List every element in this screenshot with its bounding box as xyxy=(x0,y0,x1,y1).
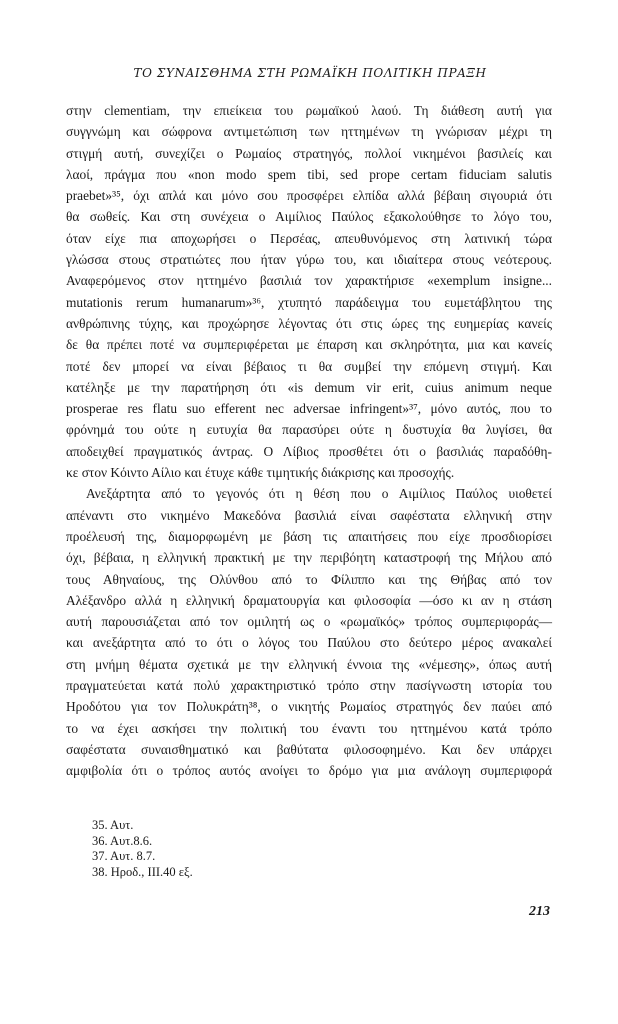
text-line: όταν είχε πια αποχωρήσει ο Περσέας, απευθυνόμενος στη λατινική τώρα xyxy=(66,230,552,246)
text-line: και ανεξάρτητα από το ότι ο λόγος του Παύλου στο δεύτερο μέρος ανακαλεί xyxy=(66,635,552,651)
text-line: Αναφερόμενος στον ηττημένο βασιλιά τον χαρακτήρισε «exemplum insigne... xyxy=(66,273,552,289)
text-line: προέλευσή της, διαμορφωμένη με βάση τις απαιτήσεις που είχε προσδιορίσει xyxy=(66,528,553,544)
text-line: ποτέ δεν μπορεί να είναι βέβαιος τι θα συμβεί την επόμενη στιγμή. Και xyxy=(66,358,552,374)
text-line: Ηροδότου για τον Πολυκράτη³⁸, ο νικητής Ρωμαίος στρατηγός δεν παύει από xyxy=(66,699,553,715)
text-line: το να έχει ασκήσει την πολιτική του έναντι του ηττημένου κατά τρόπο xyxy=(66,720,553,736)
text-line: στην clementiam, την επιείκεια του ρωμαϊκού λαού. Τη διάθεση αυτή για xyxy=(66,103,552,118)
text-line: όχι, βέβαια, η ελληνική πρακτική με την περιβόητη καταστροφή της Μήλου από xyxy=(66,550,552,566)
paragraph-1 xyxy=(66,100,552,483)
text-line: κε στον Κόιντο Αίλιο και έτυχε κάθε τιμητικής διάκρισης και προσοχής. xyxy=(66,465,455,481)
body-text xyxy=(66,100,552,782)
text-line: γλώσσα στους στρατιώτες που ήταν γύρω του, και ιδιαίτερα στους νεότερους. xyxy=(66,252,552,268)
text-line: Αλέξανδρο αλλά η ελληνική δραματουργία και φιλοσοφία —όσο κι αν η στάση xyxy=(66,592,553,608)
text-line: τους Αθηναίους, της Ολύνθου από το Φίλιππο και της Θήβας από τον xyxy=(66,571,553,587)
text-line: θα σωθείς. Και στη συνέχεια ο Αιμίλιος Παύλος εξακολούθησε το λόγο του, xyxy=(66,209,553,225)
text-line: στη μνήμη θέματα σχετικά με την ελληνική έννοια της «νέμεσης», όπως αυτή xyxy=(66,656,552,672)
text-line: αποδειχθεί πραγματικός άντρας. Ο Λίβιος προσθέτει ότι ο βασιλιάς παραδόθη- xyxy=(66,443,552,459)
text-line: απέναντι στο νικημένο Μακεδόνα βασιλιά είναι σαφέστατα ελληνική στην xyxy=(66,507,552,523)
text-line: κατέληξε με την παρατήρηση ότι «is demum vir erit, cuius animum neque xyxy=(66,379,552,395)
text-line: δε θα πρέπει ποτέ να συμπεριφέρεται με έπαρση και σκληρότητα, μια και κανείς xyxy=(66,337,552,353)
text-line: αμφιβολία ότι ο τρόπος αυτός ανοίγει το δρόμο για μια ανάλογη συμπεριφορά xyxy=(66,763,553,779)
text-line: praebet»³⁵, όχι απλά και μόνο σου προσφέρει ελπίδα αλλά βέβαιη σιγουριά ότι xyxy=(66,188,553,204)
paragraph-2 xyxy=(66,483,552,781)
text-line: σαφέστατα συναισθηματικό και βαθύτατα φιλοσοφημένο. Και δεν υπάρχει xyxy=(66,741,553,757)
page-number: 213 xyxy=(529,904,550,919)
text-line: φρόνημά του ούτε η ευτυχία θα παρασύρει ούτε η δυστυχία θα λυγίσει, θα xyxy=(66,422,553,438)
footnote-37: 37. Αυτ. 8.7. xyxy=(92,849,156,864)
footnote-36: 36. Αυτ.8.6. xyxy=(92,833,153,848)
text-line: mutationis rerum humanarum»³⁶, χτυπητό παράδειγμα του ευμετάβλητου της xyxy=(66,294,552,310)
footnotes xyxy=(92,818,193,880)
footnote-35: 35. Αυτ. xyxy=(92,818,134,832)
text-line: prosperae res flatu suo efferent nec adversae infringent»³⁷, μόνο αυτός, που το xyxy=(66,401,552,417)
text-line: ανθρώπινης τύχης, και προχώρησε λέγοντας ότι στις ώρες της ευημερίας κανείς xyxy=(66,315,553,331)
footnote-38: 38. Ηροδ., ΙΙΙ.40 εξ. xyxy=(92,864,193,879)
running-head: ΤΟ ΣΥΝΑΙΣΘΗΜΑ ΣΤΗ ΡΩΜΑΪΚΗ ΠΟΛΙΤΙΚΗ ΠΡΑΞΗ xyxy=(133,66,487,80)
text-line: συγγνώμη και σώφρονα αντιμετώπιση των ηττημένων τη γνώρισαν μέχρι τη xyxy=(66,124,552,140)
text-line: λαοί, πράγμα που «non modo spem tibi, sed prope certam fiduciam salutis xyxy=(66,166,552,182)
text-line: στιγμή αυτή, συνεχίζει ο Ρωμαίος στρατηγός, πολλοί νικημένοι βασιλείς και xyxy=(66,145,552,161)
text-line: Ανεξάρτητα από το γεγονός ότι η θέση που ο Αιμίλιος Παύλος υιοθετεί xyxy=(86,486,553,502)
text-line: αυτή παρουσιάζεται από τον ομιλητή ως ο «ρωμαϊκός» τρόπος συμπεριφοράς— xyxy=(66,614,553,630)
text-line: πραγματεύεται κατά πολύ χαρακτηριστικό τρόπο στην πασίγνωστη ιστορία του xyxy=(66,678,552,694)
